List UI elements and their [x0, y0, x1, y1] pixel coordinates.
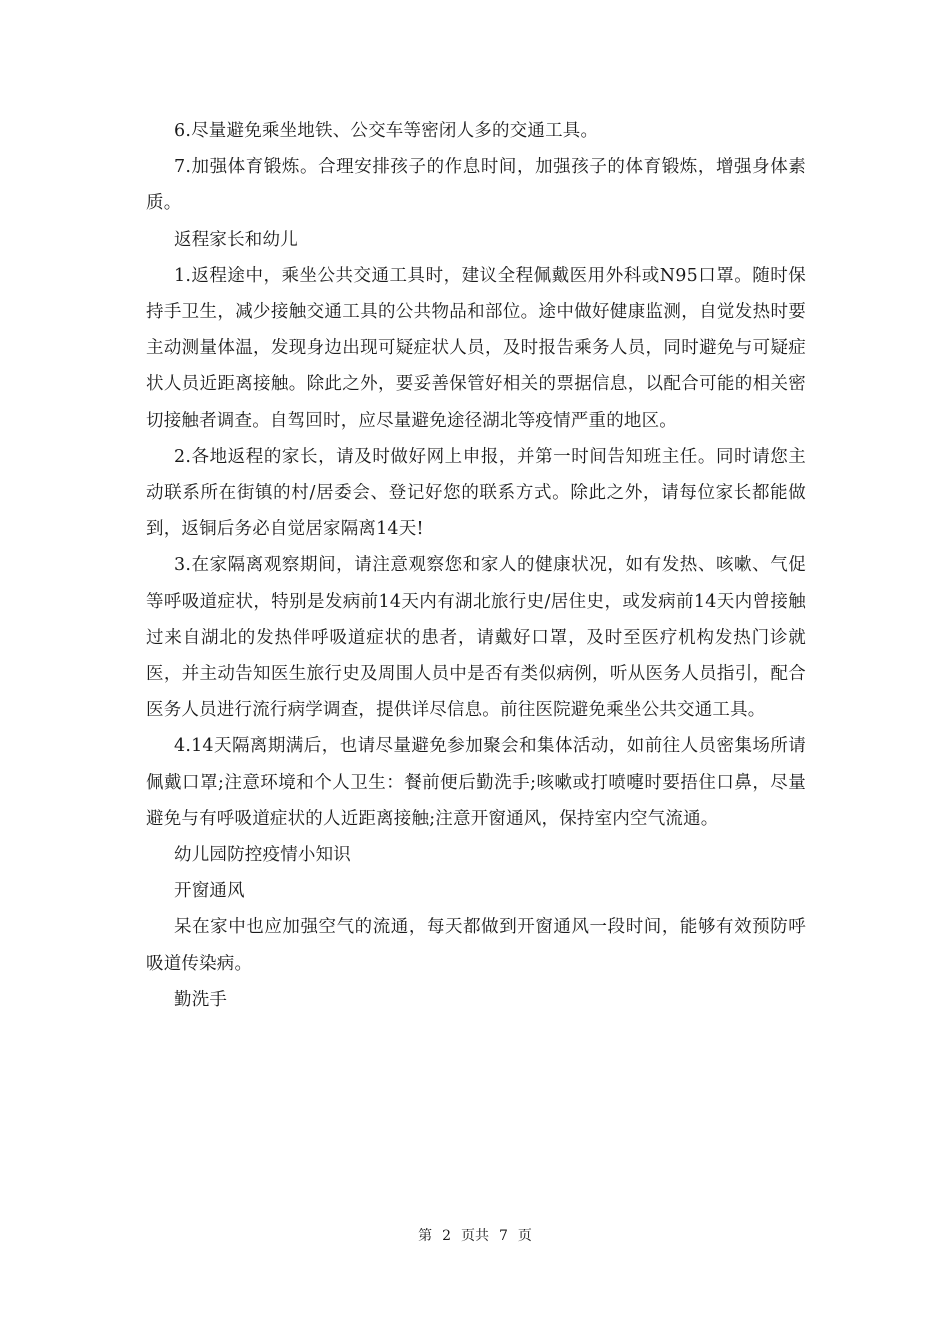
- subheading-handwashing: 勤洗手: [174, 989, 228, 1010]
- paragraph-item-6: 6.尽量避免乘坐地铁、公交车等密闭人多的交通工具。: [174, 121, 599, 141]
- paragraph-return-1: 1.返程途中，乘坐公共交通工具时，建议全程佩戴医用外科或N95口罩。随时保持手卫生，减少接触交通工具的公共物品和部位。途中做好健康监测，自觉发热时要主动测量体温，发现身边出现可疑症状人员，及时报告乘务人员，同时避免与可疑症状人员近距离接触。除此之外，要妥善保管好相关的票据信息，以配合可能的相关密切接触者调查。自驾回时，应尽量避免途径湖北等疫情严重的地区。: [146, 265, 806, 431]
- paragraph-item-7: 7.加强体育锻炼。合理安排孩子的作息时间，加强孩子的体育锻炼，增强身体素质。: [146, 157, 806, 214]
- section-heading-returning: 返程家长和幼儿: [174, 229, 298, 250]
- page-footer: [0, 1226, 950, 1246]
- subheading-ventilation: 开窗通风: [174, 881, 245, 902]
- paragraph-return-3: 3.在家隔离观察期间，请注意观察您和家人的健康状况，如有发热、咳嗽、气促等呼吸道症状，特别是发病前14天内有湖北旅行史/居住史，或发病前14天内曾接触过来自湖北的发热伴呼吸道症状的患者，请戴好口罩，及时至医疗机构发热门诊就医，并主动告知医生旅行史及周围人员中是否有类似病例，听从医务人员指引，配合医务人员进行流行病学调查，提供详尽信息。前往医院避免乘坐公共交通工具。: [146, 555, 806, 721]
- footer-page-number: 2: [442, 1228, 451, 1244]
- paragraph-return-4: 4.14天隔离期满后，也请尽量避免参加聚会和集体活动，如前往人员密集场所请佩戴口罩;注意环境和个人卫生：餐前便后勤洗手;咳嗽或打喷嚏时要捂住口鼻，尽量避免与有呼吸道症状的人近距离接触;注意开窗通风，保持室内空气流通。: [146, 736, 806, 829]
- footer-middle: 页共: [461, 1228, 489, 1244]
- paragraph-ventilation: 呆在家中也应加强空气的流通，每天都做到开窗通风一段时间，能够有效预防呼吸道传染病。: [146, 917, 806, 974]
- section-heading-knowledge: 幼儿园防控疫情小知识: [174, 845, 351, 866]
- footer-prefix: 第: [418, 1228, 433, 1244]
- document-body: [146, 113, 806, 1018]
- footer-suffix: 页: [517, 1228, 532, 1244]
- footer-total-pages: 7: [499, 1228, 508, 1244]
- paragraph-return-2: 2.各地返程的家长，请及时做好网上申报，并第一时间告知班主任。同时请您主动联系所在街镇的村/居委会、登记好您的联系方式。除此之外，请每位家长都能做到，返铜后务必自觉居家隔离14天!: [146, 446, 806, 540]
